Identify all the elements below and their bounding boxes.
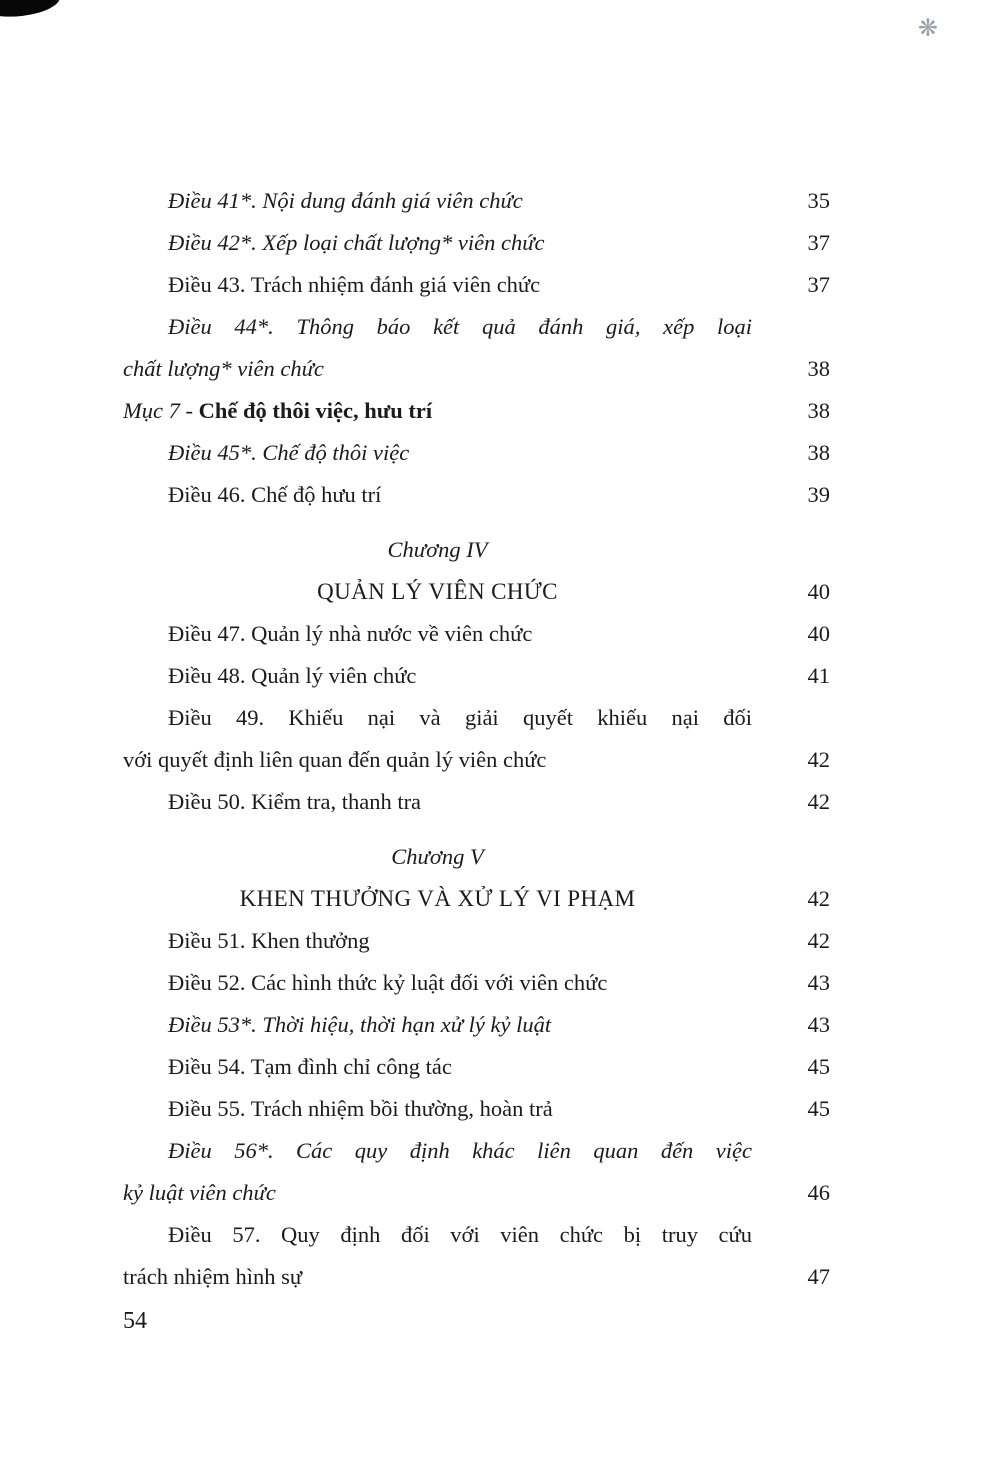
flower-decoration-icon: ❋ bbox=[917, 14, 938, 42]
toc-page-number: 40 bbox=[807, 621, 830, 646]
toc-entry-text: kỷ luật viên chức bbox=[123, 1180, 276, 1205]
toc-row bbox=[123, 306, 830, 348]
toc-row bbox=[123, 1004, 830, 1046]
toc-entry-text: chất lượng* viên chức bbox=[123, 356, 324, 381]
toc-entry-text: Điều 47. Quản lý nhà nước về viên chức bbox=[168, 621, 533, 646]
toc-entry-text: Điều 56*. Các quy định khác liên quan đến việc bbox=[168, 1138, 752, 1163]
toc-entry-text: Điều 41*. Nội dung đánh giá viên chức bbox=[168, 188, 523, 213]
toc-page-number: 45 bbox=[807, 1054, 830, 1079]
toc-list bbox=[123, 180, 830, 1298]
toc-row bbox=[123, 1046, 830, 1088]
toc-row bbox=[123, 180, 830, 222]
chapter-label: Chương V bbox=[391, 844, 484, 869]
toc-row bbox=[123, 739, 830, 781]
toc-entry-text: trách nhiệm hình sự bbox=[123, 1264, 303, 1289]
toc-row bbox=[123, 529, 830, 571]
toc-row bbox=[123, 878, 830, 920]
toc-page-number: 42 bbox=[807, 928, 830, 953]
toc-page-number: 42 bbox=[807, 886, 830, 911]
toc-page-number: 38 bbox=[807, 398, 830, 423]
toc-row bbox=[123, 962, 830, 1004]
toc-entry-text: Điều 55. Trách nhiệm bồi thường, hoàn trả bbox=[168, 1096, 553, 1121]
toc-row bbox=[123, 571, 830, 613]
toc-row bbox=[123, 432, 830, 474]
toc-page-number: 38 bbox=[807, 356, 830, 381]
toc-row bbox=[123, 655, 830, 697]
toc-row bbox=[123, 474, 830, 516]
toc-page-number: 42 bbox=[807, 789, 830, 814]
toc-row bbox=[123, 264, 830, 306]
toc-row bbox=[123, 348, 830, 390]
scan-artifact-corner bbox=[0, 0, 61, 21]
toc-page-number: 43 bbox=[807, 1012, 830, 1037]
toc-entry-text: Điều 42*. Xếp loại chất lượng* viên chức bbox=[168, 230, 545, 255]
chapter-title: KHEN THƯỞNG VÀ XỬ LÝ VI PHẠM bbox=[239, 886, 636, 911]
toc-page-number: 46 bbox=[807, 1180, 830, 1205]
toc-entry-text: Điều 51. Khen thưởng bbox=[168, 928, 370, 953]
toc-row bbox=[123, 1214, 830, 1256]
toc-row bbox=[123, 920, 830, 962]
toc-entry-text: Điều 45*. Chế độ thôi việc bbox=[168, 440, 410, 465]
toc-row bbox=[123, 836, 830, 878]
toc-page-number: 45 bbox=[807, 1096, 830, 1121]
chapter-title: QUẢN LÝ VIÊN CHỨC bbox=[317, 579, 558, 604]
toc-entry-text: Điều 57. Quy định đối với viên chức bị truy cứu bbox=[168, 1222, 752, 1247]
toc-page-number: 39 bbox=[807, 482, 830, 507]
toc-row bbox=[123, 222, 830, 264]
toc-entry-text: Điều 49. Khiếu nại và giải quyết khiếu nại đối bbox=[168, 705, 752, 730]
toc-page-number: 38 bbox=[807, 440, 830, 465]
section-heading: Mục 7 - Chế độ thôi việc, hưu trí bbox=[123, 398, 433, 423]
page-number-footer: 54 bbox=[123, 1308, 147, 1334]
toc-row bbox=[123, 1172, 830, 1214]
toc-entry-text: Điều 50. Kiểm tra, thanh tra bbox=[168, 789, 422, 814]
toc-row bbox=[123, 697, 830, 739]
toc-entry-text: Điều 53*. Thời hiệu, thời hạn xử lý kỷ luật bbox=[168, 1012, 552, 1037]
toc-entry-text: với quyết định liên quan đến quản lý viên chức bbox=[123, 747, 547, 772]
toc-page-number: 42 bbox=[807, 747, 830, 772]
toc-row bbox=[123, 1088, 830, 1130]
toc-page-number: 37 bbox=[807, 230, 830, 255]
chapter-label: Chương IV bbox=[387, 537, 488, 562]
toc-row bbox=[123, 1256, 830, 1298]
toc-page-number: 37 bbox=[807, 272, 830, 297]
toc-page-number: 47 bbox=[807, 1264, 830, 1289]
toc-entry-text: Điều 44*. Thông báo kết quả đánh giá, xếp loại bbox=[168, 314, 752, 339]
toc-entry-text: Điều 54. Tạm đình chỉ công tác bbox=[168, 1054, 452, 1079]
toc-page-number: 43 bbox=[807, 970, 830, 995]
toc-row bbox=[123, 390, 830, 432]
toc-entry-text: Điều 48. Quản lý viên chức bbox=[168, 663, 417, 688]
toc-page-number: 40 bbox=[807, 579, 830, 604]
toc-row bbox=[123, 781, 830, 823]
toc-row bbox=[123, 1130, 830, 1172]
toc-page-number: 41 bbox=[807, 663, 830, 688]
toc-entry-text: Điều 43. Trách nhiệm đánh giá viên chức bbox=[168, 272, 541, 297]
toc-row bbox=[123, 613, 830, 655]
toc-entry-text: Điều 46. Chế độ hưu trí bbox=[168, 482, 382, 507]
toc-entry-text: Điều 52. Các hình thức kỷ luật đối với viên chức bbox=[168, 970, 608, 995]
toc-page-number: 35 bbox=[807, 188, 830, 213]
